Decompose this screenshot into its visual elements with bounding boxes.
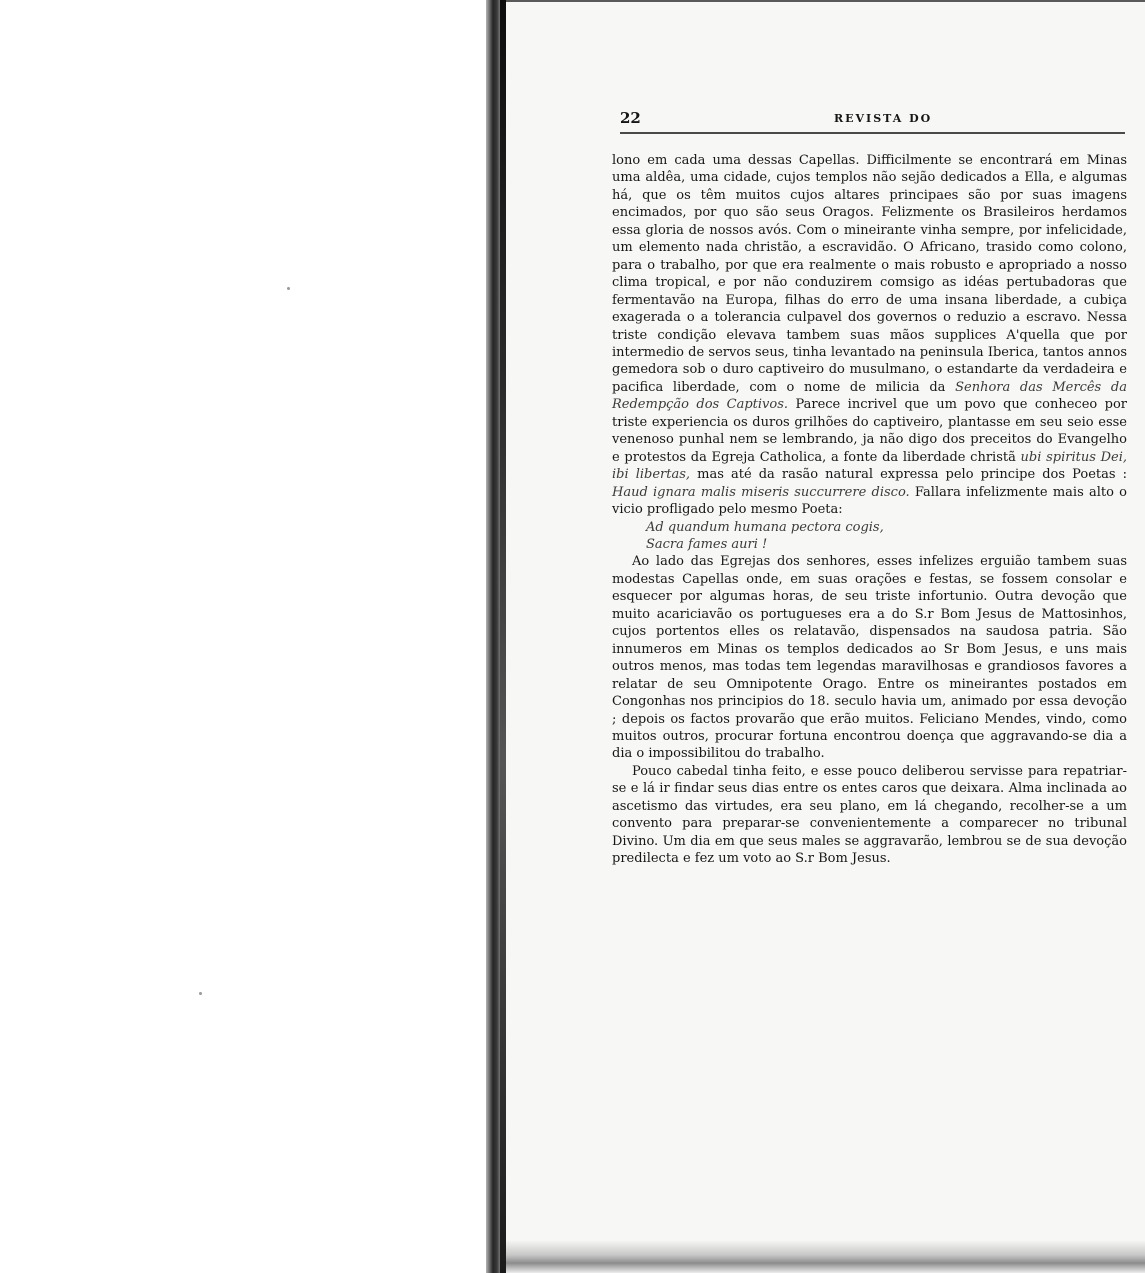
- left-blank-page: [0, 0, 488, 1273]
- page-number: 22: [620, 109, 641, 127]
- journal-title: REVISTA DO: [834, 112, 933, 125]
- dust-speck: [287, 287, 290, 290]
- latin-quote-ubi-spiritus: ubi spiritus Dei, ibi libertas,: [612, 449, 1127, 483]
- latin-quote-haud-ignara: Haud ignara malis miseris succurrere disco.: [612, 484, 910, 500]
- dust-speck: [199, 992, 202, 995]
- verse-line-2: Sacra fames auri !: [646, 536, 768, 552]
- paragraph-1: [612, 152, 1127, 519]
- paragraph-1-continuation: Parece incrivel que um povo que conheceo por triste experiencia os duros grilhões do captiveiro, plantasse em seu seio esse venenoso punhal nem se lembrando, ja não digo dos preceitos do Evangelho e protestos da Egreja Catholica, a fonte da liberdade christã: [612, 397, 1128, 465]
- running-head: [620, 106, 1125, 130]
- page-bottom-edge: [506, 1240, 1145, 1273]
- paragraph-3: Pouco cabedal tinha feito, e esse pouco deliberou servisse para repatriar-se e lá ir findar seus dias entre os entes caros que deixara. Alma inclinada ao ascetismo das virtudes, era seu plano, em lá chegando, recolher-se a um convento para preparar-se convenientemente a comparecer no tribunal Divino. Um dia em que seus males se aggravarão, lembrou se de sua devoção predilecta e fez um voto ao S.r Bom Jesus.: [612, 763, 1127, 867]
- paragraph-1-text: lono em cada uma dessas Capellas. Difficilmente se encontrará em Minas uma aldêa, uma cidade, cujos templos não sejão dedicados a Ella, e algumas há, que os têm muitos cujos altares principaes são por suas imagens encimados, por quo são seus Oragos. Felizmente os Brasileiros herdamos essa gloria de nossos avós. Com o mineirante vinha sempre, por infelicidade, um elemento nada christão, a escravidão. O Africano, trasido como colono, para o trabalho, por que era realmente o mais robusto e apropriado a nosso clima tropical, e por não conduzirem comsigo as idéas pertubadoras que fermentavão na Europa, filhas do erro de uma insana liberdade, a cubiça exagerada o a tolerancia culpavel dos governos o reduzio a escravo. Nessa triste condição elevava tambem suas mãos supplices A'quella que por intermedio de servos seus, tinha levantado na peninsula Iberica, tantos annos gemedora sob o duro captiveiro do musulmano, o estandarte da verdadeira e pacifica liberdade, com o nome de milicia da: [612, 153, 1127, 395]
- header-rule: [620, 132, 1125, 134]
- paragraph-1-continuation-2: mas até da rasão natural expressa pelo principe dos Poetas :: [697, 467, 1127, 483]
- italic-phrase-senhora-das-merces: Senhora das Mercês da Redempção dos Captivos.: [612, 379, 1127, 413]
- paragraph-1-end: Fallara infelizmente mais alto o vicio profligado pelo mesmo Poeta:: [612, 484, 1127, 518]
- verse-line-1: Ad quandum humana pectora cogis,: [646, 519, 884, 535]
- body-text: [612, 152, 1127, 868]
- paragraph-2: Ao lado das Egrejas dos senhores, esses infelizes erguião tambem suas modestas Capellas onde, em suas orações e festas, se fossem consolar e esquecer por algumas horas, de seu triste infortunio. Outra devoção que muito acariciavão os portugueses era a do S.r Bom Jesus de Mattosinhos, cujos portentos elles os relatavão, dispensados na saudosa patria. São innumeros em Minas os templos dedicados ao Sr Bom Jesus, e uns mais outros menos, mas todas tem legendas maravilhosas e grandiosos favores a relatar de seu Omnipotente Orago. Entre os mineirantes postados em Congonhas nos principios do 18. seculo havia um, animado por essa devoção ; depois os factos provarão que erão muitos. Feliciano Mendes, vindo, como muitos outros, procurar fortuna encontrou doença que aggravando-se dia a dia o impossibilitou do trabalho.: [612, 554, 1127, 762]
